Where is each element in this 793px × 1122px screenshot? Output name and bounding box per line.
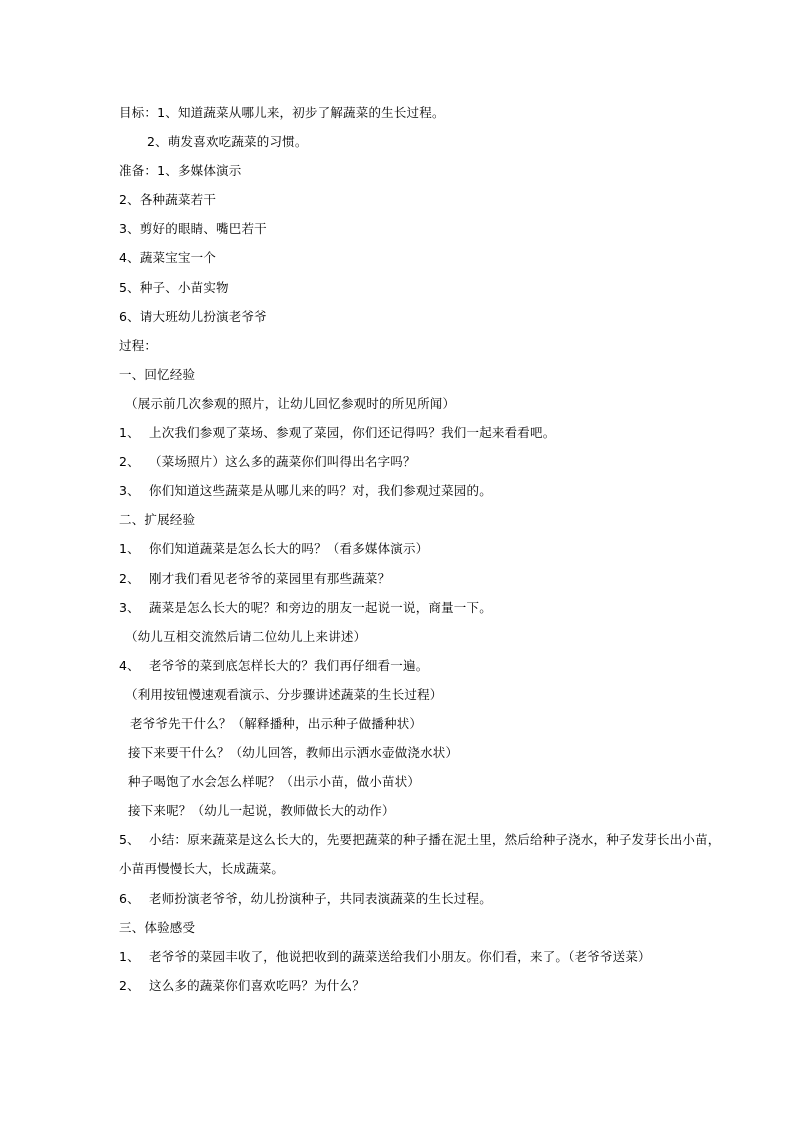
line-text: 3、剪好的眼睛、嘴巴若干 [119, 221, 267, 237]
line-text: （菜场照片）这么多的蔬菜你们叫得出名字吗？ [149, 454, 416, 470]
list-number: 1、 [119, 948, 140, 964]
text-line [0, 884, 793, 913]
text-line [0, 825, 793, 854]
text-line [0, 243, 793, 272]
list-number: 3、 [119, 483, 140, 499]
line-text: 接下来要干什么？（幼儿回答，教师出示洒水壶做浇水状） [128, 745, 459, 761]
document-body [0, 98, 793, 1000]
line-text: （利用按钮慢速观看演示、分步骤讲述蔬菜的生长过程） [125, 686, 443, 702]
text-line [0, 971, 793, 1000]
text-line [0, 796, 793, 825]
text-line [0, 564, 793, 593]
list-number: 2、 [119, 454, 140, 470]
text-line [0, 767, 793, 796]
text-line [0, 738, 793, 767]
list-number: 1、 [119, 425, 140, 441]
text-line [0, 447, 793, 476]
text-line [0, 593, 793, 622]
line-text: 二、扩展经验 [119, 512, 196, 528]
line-text: 老爷爷的菜到底怎样长大的？我们再仔细看一遍。 [149, 657, 429, 673]
list-number: 2、 [119, 977, 140, 993]
line-text: 5、种子、小苗实物 [119, 279, 229, 295]
line-text: 三、体验感受 [119, 919, 196, 935]
line-text: 小苗再慢慢长大，长成蔬菜。 [119, 861, 285, 877]
line-text: 2、各种蔬菜若干 [119, 192, 217, 208]
list-number: 3、 [119, 599, 140, 615]
line-text: 上次我们参观了菜场、参观了菜园，你们还记得吗？我们一起来看看吧。 [149, 425, 556, 441]
text-line [0, 360, 793, 389]
text-line [0, 98, 793, 127]
text-line [0, 273, 793, 302]
line-text: 老爷爷先干什么？（解释播种，出示种子做播种状） [130, 715, 423, 731]
text-line [0, 476, 793, 505]
list-number: 4、 [119, 657, 140, 673]
text-line [0, 534, 793, 563]
text-line [0, 680, 793, 709]
line-text: 你们知道蔬菜是怎么长大的吗？（看多媒体演示） [149, 541, 429, 557]
line-text: 6、请大班幼儿扮演老爷爷 [119, 308, 267, 324]
line-text: 接下来呢？（幼儿一起说，教师做长大的动作） [128, 803, 395, 819]
text-line [0, 622, 793, 651]
line-text: 一、回忆经验 [119, 366, 196, 382]
line-text: 老爷爷的菜园丰收了，他说把收到的蔬菜送给我们小朋友。你们看，来了。（老爷爷送菜） [149, 948, 651, 964]
line-text: 2、萌发喜欢吃蔬菜的习惯。 [147, 134, 308, 150]
text-line [0, 127, 793, 156]
text-line [0, 418, 793, 447]
text-line [0, 331, 793, 360]
text-line [0, 651, 793, 680]
line-text: 小结：原来蔬菜是这么长大的，先要把蔬菜的种子播在泥土里，然后给种子浇水，种子发芽长出小苗， [149, 832, 721, 848]
text-line [0, 156, 793, 185]
line-text: 过程： [119, 337, 158, 353]
list-number: 1、 [119, 541, 140, 557]
text-line [0, 913, 793, 942]
text-line [0, 389, 793, 418]
line-text: （展示前几次参观的照片，让幼儿回忆参观时的所见所闻） [125, 395, 456, 411]
text-line [0, 709, 793, 738]
line-text: 4、蔬菜宝宝一个 [119, 250, 217, 266]
list-number: 2、 [119, 570, 140, 586]
list-number: 6、 [119, 890, 140, 906]
text-line [0, 854, 793, 883]
text-line [0, 505, 793, 534]
line-text: 你们知道这些蔬菜是从哪儿来的吗？对，我们参观过菜园的。 [149, 483, 492, 499]
line-text: 刚才我们看见老爷爷的菜园里有那些蔬菜？ [149, 570, 391, 586]
text-line [0, 302, 793, 331]
line-text: （幼儿互相交流然后请二位幼儿上来讲述） [125, 628, 367, 644]
line-text: 老师扮演老爷爷，幼儿扮演种子，共同表演蔬菜的生长过程。 [149, 890, 492, 906]
line-text: 这么多的蔬菜你们喜欢吃吗？为什么？ [149, 977, 365, 993]
text-line [0, 214, 793, 243]
line-text: 准备：1、多媒体演示 [119, 163, 242, 179]
line-text: 蔬菜是怎么长大的呢？和旁边的朋友一起说一说，商量一下。 [149, 599, 492, 615]
list-number: 5、 [119, 832, 140, 848]
line-text: 目标：1、知道蔬菜从哪儿来，初步了解蔬菜的生长过程。 [119, 105, 445, 120]
line-text: 种子喝饱了水会怎么样呢？（出示小苗，做小苗状） [128, 774, 421, 790]
text-line [0, 185, 793, 214]
text-line [0, 942, 793, 971]
